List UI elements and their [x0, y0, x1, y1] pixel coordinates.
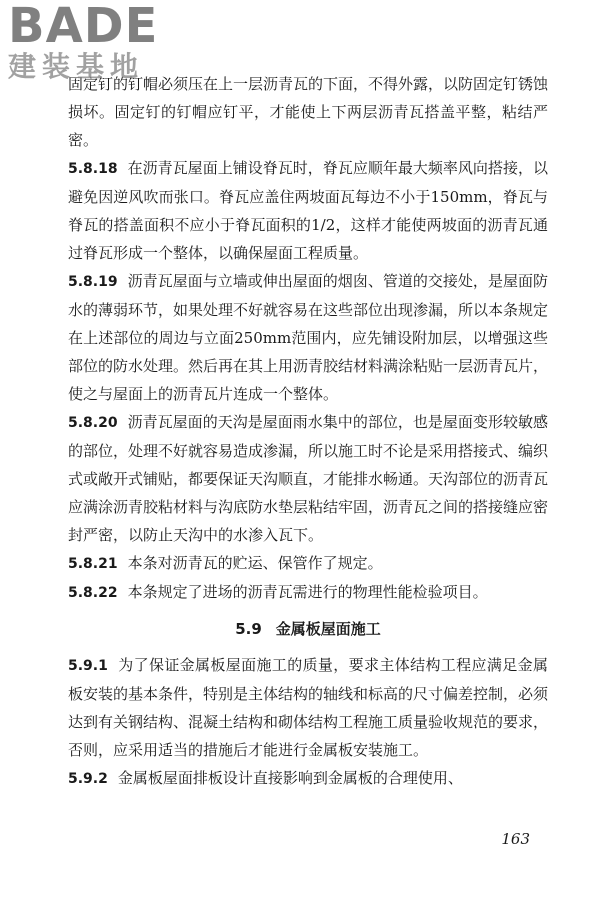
watermark-logo [8, 0, 158, 82]
page-content [68, 70, 548, 793]
clause-number: 5.8.18 [68, 161, 118, 177]
clause-5-9-2 [68, 764, 548, 793]
clause-text: 沥青瓦屋面的天沟是屋面雨水集中的部位，也是屋面变形较敏感的部位，处理不好就容易造成渗漏，所以施工时不论是采用搭接式、编织式或敞开式铺贴，都要保证天沟顺直，才能排水畅通。天沟部位的沥青瓦应满涂沥青胶粘材料与沟底防水垫层粘结牢固，沥青瓦之间的搭接缝应密封严密，以防止天沟中的水渗入瓦下。 [68, 413, 549, 544]
clause-text: 金属板屋面排板设计直接影响到金属板的合理使用、 [117, 769, 463, 787]
clause-5-8-22 [68, 578, 548, 607]
clause-text: 在沥青瓦屋面上铺设脊瓦时，脊瓦应顺年最大频率风向搭接，以避免因逆风吹而张口。脊瓦应盖住两坡面瓦每边不小于150mm，脊瓦与脊瓦的搭盖面积不应小于脊瓦面积的1/2，这样才能使两坡面的沥青瓦通过脊瓦形成一个整体，以确保屋面工程质量。 [68, 159, 548, 262]
section-number: 5.9 [235, 620, 262, 638]
clause-number: 5.9.1 [68, 658, 108, 674]
clause-text: 本条规定了进场的沥青瓦需进行的物理性能检验项目。 [127, 583, 488, 601]
clause-5-8-21 [68, 549, 548, 578]
clause-text: 为了保证金属板屋面施工的质量，要求主体结构工程应满足金属板安装的基本条件，特别是主体结构的轴线和标高的尺寸偏差控制，必须达到有关钢结构、混凝土结构和砌体结构工程施工质量验收规范的要求，否则，应采用适当的措施后才能进行金属板安装施工。 [68, 656, 549, 759]
clause-number: 5.8.21 [68, 556, 118, 572]
clause-text: 本条对沥青瓦的贮运、保管作了规定。 [127, 554, 383, 572]
clause-number: 5.9.2 [68, 771, 108, 787]
paragraph-text: 固定钉的钉帽必须压在上一层沥青瓦的下面，不得外露，以防固定钉锈蚀损坏。固定钉的钉帽应钉平，才能使上下两层沥青瓦搭盖平整，粘结严密。 [68, 75, 549, 149]
clause-text: 沥青瓦屋面与立墙或伸出屋面的烟囱、管道的交接处，是屋面防水的薄弱环节，如果处理不好就容易在这些部位出现渗漏，所以本条规定在上述部位的周边与立面250mm范围内，应先铺设附加层，以增强这些部位的防水处理。然后再在其上用沥青胶结材料满涂粘贴一层沥青瓦片，使之与屋面上的沥青瓦片连成一个整体。 [68, 272, 549, 403]
clause-5-8-19 [68, 267, 548, 408]
clause-5-8-20 [68, 408, 548, 549]
clause-5-9-1 [68, 651, 548, 764]
clause-5-8-18 [68, 154, 548, 267]
clause-number: 5.8.20 [68, 415, 118, 431]
clause-number: 5.8.22 [68, 585, 118, 601]
page-number: 163 [501, 830, 530, 848]
section-title: 金属板屋面施工 [275, 620, 381, 638]
watermark-subtitle: 建装基地 [8, 50, 145, 83]
section-heading [68, 615, 548, 643]
watermark-brand: BADE [8, 0, 159, 54]
clause-number: 5.8.19 [68, 274, 118, 290]
